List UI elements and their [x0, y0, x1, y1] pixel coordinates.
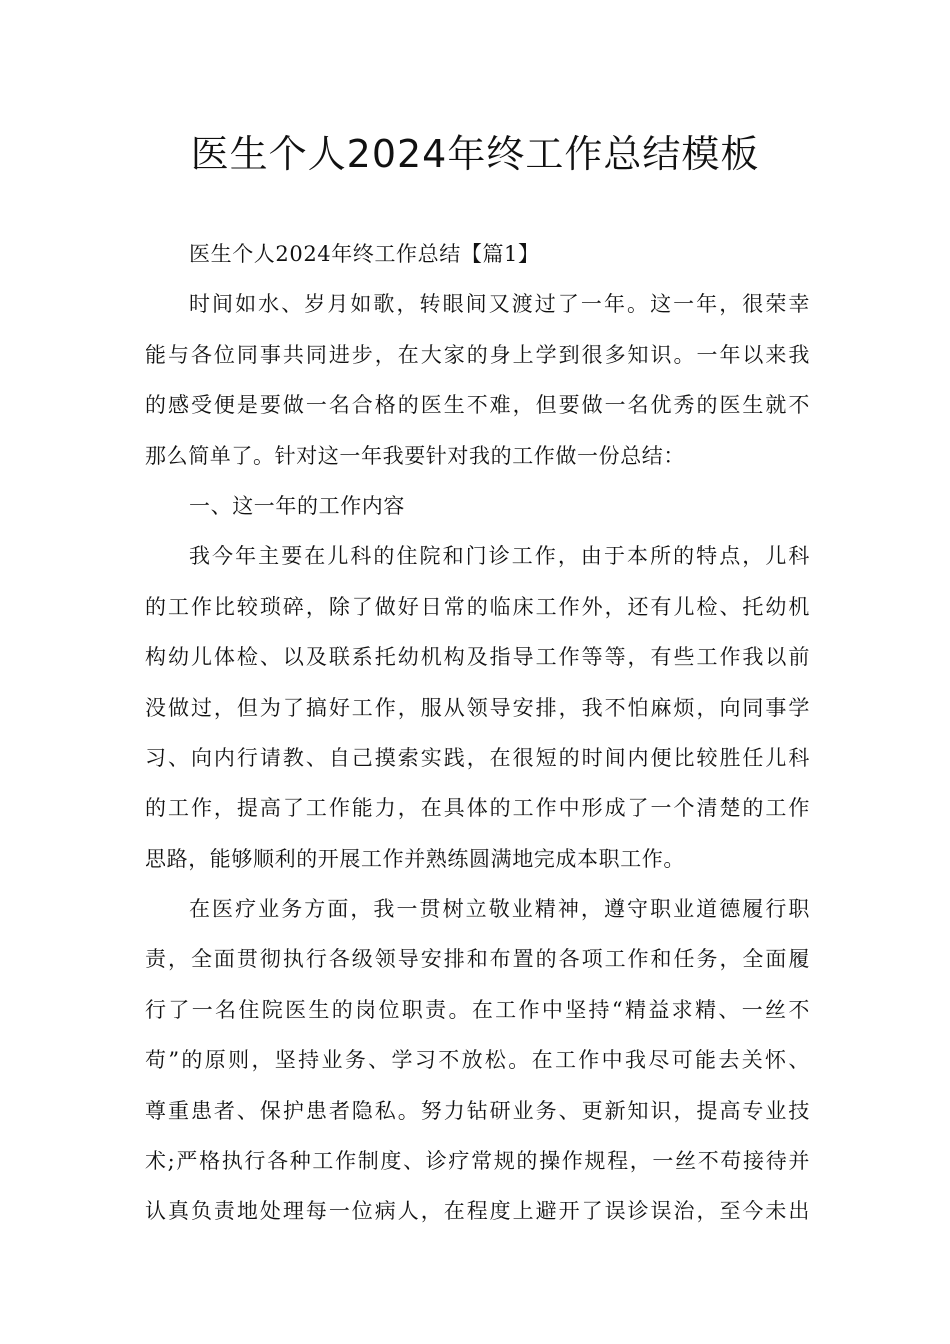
subsection-heading: 一、这一年的工作内容	[189, 493, 405, 518]
paragraph-line: 没做过，但为了搞好工作，服从领导安排，我不怕麻烦，向同事学	[145, 695, 810, 720]
paragraph-line: 术;严格执行各种工作制度、诊疗常规的操作规程，一丝不苟接待并	[145, 1149, 810, 1174]
document-title: 医生个人2024年终工作总结模板	[190, 132, 760, 176]
paragraph-line: 的工作比较琐碎，除了做好日常的临床工作外，还有儿检、托幼机	[145, 594, 810, 619]
paragraph-line: 的感受便是要做一名合格的医生不难，但要做一名优秀的医生就不	[145, 393, 810, 418]
paragraph-line: 在医疗业务方面，我一贯树立敬业精神，遵守职业道德履行职	[189, 897, 810, 922]
document-body	[145, 229, 810, 1237]
paragraph-line: 时间如水、岁月如歌，转眼间又渡过了一年。这一年，很荣幸	[189, 292, 810, 317]
paragraph-line: 我今年主要在儿科的住院和门诊工作，由于本所的特点，儿科	[189, 544, 810, 569]
section-heading: 医生个人2024年终工作总结【篇1】	[189, 242, 540, 266]
paragraph-line: 责，全面贯彻执行各级领导安排和布置的各项工作和任务，全面履	[145, 947, 810, 972]
paragraph-line: 那么简单了。针对这一年我要针对我的工作做一份总结：	[145, 443, 685, 468]
paragraph-line: 苟”的原则，坚持业务、学习不放松。在工作中我尽可能去关怀、	[145, 1048, 810, 1073]
paragraph-line: 思路，能够顺利的开展工作并熟练圆满地完成本职工作。	[145, 846, 685, 871]
paragraph-line: 构幼儿体检、以及联系托幼机构及指导工作等等，有些工作我以前	[145, 645, 810, 670]
paragraph-line: 能与各位同事共同进步，在大家的身上学到很多知识。一年以来我	[145, 342, 810, 367]
paragraph-line: 尊重患者、保护患者隐私。努力钻研业务、更新知识，提高专业技	[145, 1098, 810, 1123]
paragraph-line: 习、向内行请教、自己摸索实践，在很短的时间内便比较胜任儿科	[145, 745, 810, 770]
paragraph-line: 的工作，提高了工作能力，在具体的工作中形成了一个清楚的工作	[145, 796, 810, 821]
paragraph-line: 认真负责地处理每一位病人，在程度上避开了误诊误治，至今未出	[145, 1199, 810, 1224]
paragraph-line: 行了一名住院医生的岗位职责。在工作中坚持“精益求精、一丝不	[145, 997, 810, 1022]
